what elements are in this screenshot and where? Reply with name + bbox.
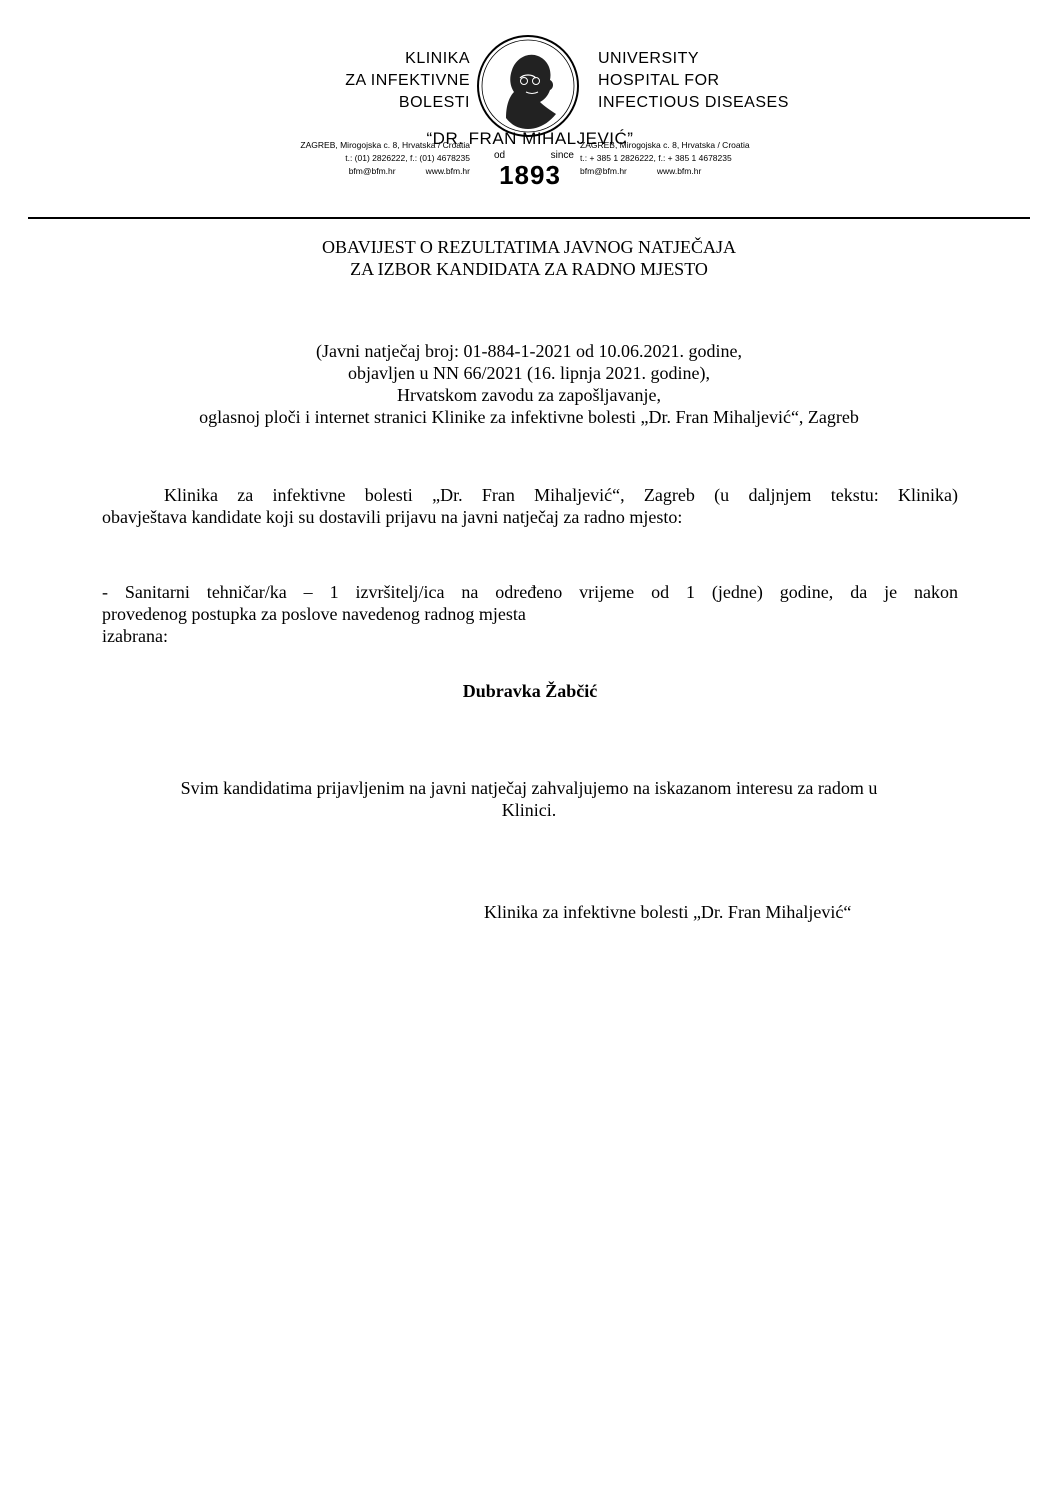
reference-line: oglasnoj ploči i internet stranici Klinike za infektivne bolesti „Dr. Fran Mihaljević“, Zagreb [199,407,859,427]
letterhead-line: UNIVERSITY [598,50,700,67]
position-paragraph [102,581,958,647]
thanks-paragraph [100,777,958,821]
reference-line: objavljen u NN 66/2021 (16. lipnja 2021. godine), [348,363,710,383]
title-line: ZA IZBOR KANDIDATA ZA RADNO MJESTO [350,259,708,279]
signature-block: Klinika za infektivne bolesti „Dr. Fran Mihaljević“ [484,902,852,922]
selected-candidate-name: Dubravka Žabčić [462,681,598,701]
letterhead-line: KLINIKA [405,50,470,67]
contact-email-link[interactable]: bfm@bfm.hr [580,166,627,176]
contact-email-link[interactable]: bfm@bfm.hr [348,166,396,176]
contact-web-link[interactable]: www.bfm.hr [425,166,470,176]
letterhead-line: BOLESTI [398,94,470,111]
reference-line: Hrvatskom zavodu za zapošljavanje, [397,385,661,405]
paragraph-line: izabrana: [102,626,168,646]
paragraph-line: obavještava kandidate koji su dostavili prijavu na javni natječaj za radno mjesto: [102,507,683,527]
hospital-name: “DR. FRAN MIHALJEVIĆ” [426,129,634,148]
reference-line: (Javni natječaj broj: 01-884-1-2021 od 10.06.2021. godine, [316,341,742,361]
founded-since: since [550,150,574,161]
paragraph-line: provedenog postupka za poslove navedenog radnog mjesta [102,604,526,624]
letterhead-name-croatian [300,48,470,114]
contact-address: ZAGREB, Mirogojska c. 8, Hrvatska / Croatia [580,140,750,150]
competition-reference [100,340,958,428]
thanks-line: Klinici. [501,800,557,820]
founded-year: 1893 [499,160,561,190]
thanks-line: Svim kandidatima prijavljenim na javni natječaj zahvaljujemo na iskazanom interesu za radom u [180,778,878,798]
header-divider [28,217,1030,219]
contact-info-english [580,139,810,178]
contact-phone: t.: (01) 2826222, f.: (01) 4678235 [345,153,470,163]
letterhead-name-english [598,48,828,114]
paragraph-line: - Sanitarni tehničar/ka – 1 izvršitelj/ica na određeno vrijeme od 1 (jedne) godine, da je nakon [102,582,958,602]
hospital-logo-icon [476,34,580,138]
intro-paragraph [102,484,958,528]
document-title [120,236,938,280]
contact-info-croatian [260,139,470,178]
contact-phone: t.: + 385 1 2826222, f.: + 385 1 4678235 [580,153,732,163]
paragraph-line: Klinika za infektivne bolesti „Dr. Fran Mihaljević“, Zagreb (u daljnjem tekstu: Klinika) [164,485,958,505]
letterhead-line: HOSPITAL FOR [598,72,720,89]
contact-address: ZAGREB, Mirogojska c. 8, Hrvatska / Croatia [300,140,470,150]
founded-od: od [494,150,506,161]
title-line: OBAVIJEST O REZULTATIMA JAVNOG NATJEČAJA [322,237,736,257]
letterhead-line: INFECTIOUS DISEASES [598,94,789,111]
letterhead-line: ZA INFEKTIVNE [345,72,470,89]
contact-web-link[interactable]: www.bfm.hr [656,166,702,176]
